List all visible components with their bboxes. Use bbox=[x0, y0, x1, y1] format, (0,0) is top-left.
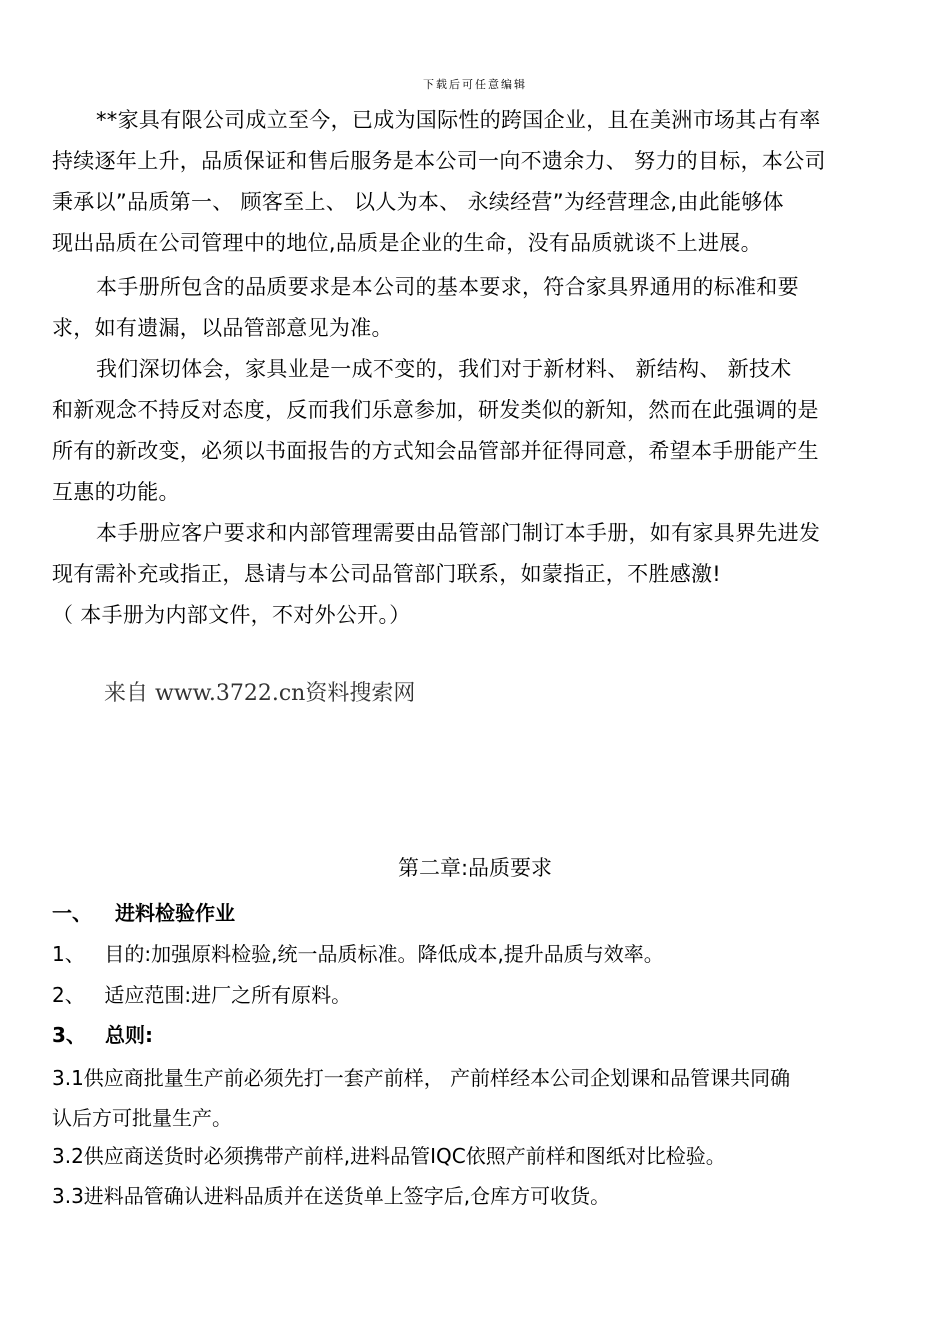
paragraph-line: 本手册应客户要求和内部管理需要由品管部门制订本手册，如有家具界先进发 bbox=[96, 521, 821, 545]
paragraph-line: 所有的新改变，必须以书面报告的方式知会品管部并征得同意，希望本手册能产生 bbox=[52, 439, 819, 463]
clause-3-2: 3.2供应商送货时必须携带产前样,进料品管IQC依照产前样和图纸对比检验。 bbox=[52, 1144, 726, 1168]
clause-3-3: 3.3进料品管确认进料品质并在送货单上签字后,仓库方可收货。 bbox=[52, 1184, 611, 1208]
item-number: 3、 bbox=[52, 1023, 86, 1047]
page-header: 下载后可任意编辑 bbox=[423, 78, 527, 91]
clause-line: 认后方可批量生产。 bbox=[52, 1106, 232, 1130]
intro-paragraph-1 bbox=[52, 100, 906, 264]
section-number: 一、 bbox=[52, 901, 92, 925]
source-watermark: 来自 www.3722.cn资料搜索网 bbox=[104, 681, 416, 706]
item-text: 总则: bbox=[104, 1023, 153, 1047]
note-text: （ 本手册为内部文件，不对外公开。） bbox=[52, 603, 411, 627]
paragraph-line: 我们深切体会，家具业是一成不变的，我们对于新材料、 新结构、 新技术 bbox=[96, 357, 792, 381]
paragraph-line: 和新观念不持反对态度，反而我们乐意参加，研发类似的新知，然而在此强调的是 bbox=[52, 398, 819, 422]
intro-paragraph-4 bbox=[52, 513, 906, 595]
intro-paragraph-3 bbox=[52, 349, 906, 513]
list-item bbox=[52, 1019, 153, 1048]
clause-3-1 bbox=[52, 1058, 790, 1138]
paragraph-line: 持续逐年上升，品质保证和售后服务是本公司一向不遗余力、 努力的目标，本公司 bbox=[52, 149, 826, 173]
paragraph-line: 本手册所包含的品质要求是本公司的基本要求，符合家具界通用的标准和要 bbox=[96, 275, 799, 299]
item-text: 目的:加强原料检验,统一品质标准。降低成本,提升品质与效率。 bbox=[104, 942, 664, 966]
paragraph-line: **家具有限公司成立至今，已成为国际性的跨国企业，且在美洲市场其占有率 bbox=[96, 108, 821, 132]
section-title: 进料检验作业 bbox=[114, 901, 235, 925]
item-number: 1、 bbox=[52, 942, 85, 966]
list-item bbox=[52, 979, 351, 1008]
item-number: 2、 bbox=[52, 983, 85, 1007]
paragraph-line: 互惠的功能。 bbox=[52, 480, 180, 504]
paragraph-line: 现有需补充或指正，恳请与本公司品管部门联系，如蒙指正，不胜感激! bbox=[52, 562, 722, 586]
paragraph-line: 秉承以”品质第一、 顾客至上、 以人为本、 永续经营”为经营理念,由此能够体 bbox=[52, 190, 784, 214]
intro-paragraph-2 bbox=[52, 267, 906, 349]
paragraph-line: 现出品质在公司管理中的地位,品质是企业的生命，没有品质就谈不上进展。 bbox=[52, 231, 762, 255]
list-item bbox=[52, 938, 664, 967]
confidential-note bbox=[52, 595, 906, 636]
clause-line: 3.1供应商批量生产前必须先打一套产前样， 产前样经本公司企划课和品管课共同确 bbox=[52, 1066, 791, 1090]
item-text: 适应范围:进厂之所有原料。 bbox=[104, 983, 352, 1007]
paragraph-line: 求，如有遗漏，以品管部意见为准。 bbox=[52, 316, 393, 340]
section-heading bbox=[52, 897, 235, 926]
chapter-title: 第二章:品质要求 bbox=[397, 856, 553, 880]
